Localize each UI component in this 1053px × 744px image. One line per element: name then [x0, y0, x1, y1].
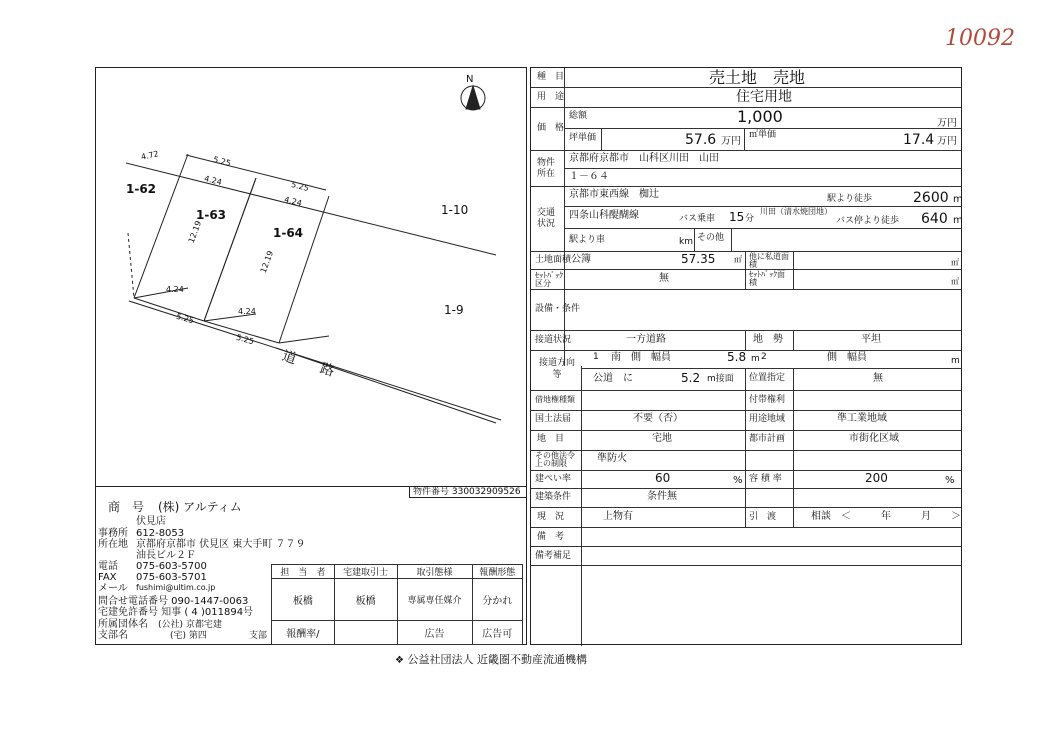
inquiry: 問合せ電話番号 090-1447-0063 [98, 596, 249, 607]
road2-no: 2 [761, 352, 767, 362]
setback-area-label: ｾｯﾄﾊﾞｯｸ面積 [749, 270, 785, 287]
ad-value: 広告可 [472, 621, 522, 645]
far-value: 200 [865, 471, 888, 485]
bus-walk-label: バス停より徒歩 [836, 216, 900, 226]
address-line2: 油長ビル２Ｆ [136, 550, 196, 561]
staff-value: 板橋 [272, 579, 335, 621]
sqm-label: ㎡単価 [749, 130, 777, 140]
lot-label-1-10: 1-10 [441, 203, 469, 217]
setback-value: 無 [659, 273, 669, 284]
zoning-value: 準工業地域 [837, 413, 887, 424]
line1: 京都市東西線 椥辻 [569, 189, 659, 200]
road1-unit: m [751, 354, 760, 364]
city-plan-value: 市街化区域 [849, 433, 899, 444]
tel-label: 電話 [98, 561, 118, 572]
other-law-value: 準防火 [597, 453, 627, 464]
national-land-value: 不要（否） [633, 413, 683, 424]
attached-label: 付帯権利 [749, 395, 786, 405]
other-label: その他 [697, 233, 725, 243]
location-line1: 京都府京都市 山科区川田 山田 [569, 153, 719, 164]
lot-label-1-62: 1-62 [126, 182, 157, 196]
build-cond-label: 建築条件 [535, 492, 572, 502]
dim-label: 4.24 [283, 194, 303, 209]
bus-walk-value: 640 [921, 211, 948, 227]
fax-label: FAX [98, 572, 117, 583]
map-drawing [96, 68, 526, 486]
dim-label: 5.25 [212, 154, 232, 169]
staff-value: 分かれ [472, 579, 522, 621]
dim-label: 12.19 [258, 249, 276, 275]
footer [395, 651, 587, 667]
branch-name: (宅) 第四 [170, 631, 207, 641]
walk-value: 2600 [913, 190, 949, 206]
coverage-label: 建ぺい率 [535, 474, 572, 484]
dim-label: 4.24 [166, 285, 184, 294]
handwritten-number: 10092 [945, 26, 1015, 51]
location-line2: １－６４ [569, 171, 609, 182]
footer-text: 公益社団法人 近畿圏不動産流通機構 [407, 653, 587, 666]
land-label: 土地面積 [535, 255, 572, 265]
road-dir-label: 接道方向等 [538, 358, 575, 380]
lot-label-1-63: 1-63 [196, 208, 227, 222]
build-cond-value: 条件無 [647, 491, 677, 502]
bus-walk-unit: m [953, 215, 963, 226]
dim-label: 5.25 [235, 332, 255, 347]
land-type: 公簿 [571, 254, 591, 265]
staff-header: 取引態様 [397, 565, 472, 579]
road-status-value: 一方道路 [626, 334, 666, 345]
north-arrow [466, 86, 480, 109]
dim-label: 5.25 [175, 311, 195, 326]
fax: 075-603-5701 [136, 572, 207, 583]
land-cat-label: 地 目 [537, 434, 565, 444]
road1-no: 1 [593, 352, 599, 362]
price-label: 価 格 [537, 123, 565, 133]
terrain-label: 地 勢 [753, 334, 783, 345]
branch: 伏見店 [136, 516, 166, 527]
org-logo-icon: ❖ [395, 655, 404, 666]
total-label: 総額 [569, 111, 588, 121]
bus-label: バス乗車 [679, 214, 716, 224]
mail: fushimi@ultim.co.jp [136, 583, 216, 592]
address-line1: 京都府京都市 伏見区 東大手町 ７７９ [136, 539, 306, 550]
terrain-value: 平坦 [861, 334, 881, 345]
city-plan-label: 都市計画 [749, 434, 786, 444]
address-label: 所在地 [98, 539, 128, 550]
branch-suffix: 支部 [249, 631, 268, 641]
contact-len: 5.2 [681, 371, 701, 385]
staff-table [271, 564, 523, 645]
zoning-label: 用途地域 [749, 414, 786, 424]
remarks-extra-label: 備考補足 [535, 551, 572, 561]
sqm-value: 17.4 [903, 132, 935, 148]
road2-dir: 側 幅員 [827, 352, 867, 363]
delivery-label: 引 渡 [749, 512, 777, 522]
coverage-unit: % [733, 475, 743, 486]
license: 宅建免許番号 知事 ( 4 )011894号 [98, 607, 254, 618]
status-label: 現 況 [537, 512, 565, 522]
fee-label: 報酬率/ [272, 621, 335, 645]
remarks-label: 備 考 [537, 532, 565, 542]
bus-value: 15 [729, 210, 745, 224]
tsubo-label: 坪単価 [569, 133, 597, 143]
ad-label: 広告 [397, 621, 472, 645]
leasehold-label: 借地権種類 [535, 395, 575, 404]
national-land-label: 国土法届 [535, 414, 572, 424]
facility-label: 設備・条件 [535, 304, 581, 314]
use-label: 用 途 [537, 92, 565, 102]
line2: 四条山科醍醐線 [569, 210, 639, 221]
far-label: 容 積 率 [749, 474, 782, 484]
road1-dir: 南 側 幅員 [611, 352, 671, 363]
car-label: 駅より車 [569, 235, 606, 245]
bus-stop-name: 川田（清水焼団地） [760, 207, 832, 216]
north-label: N [466, 74, 474, 85]
position-value: 無 [873, 373, 883, 384]
bus-unit: 分 [745, 214, 755, 224]
lot-label-1-9: 1-9 [444, 303, 464, 317]
location-label: 物件所在 [537, 158, 556, 179]
setback-label: ｾｯﾄﾊﾞｯｸ区分 [535, 271, 563, 288]
dim-label: 5.25 [290, 179, 310, 194]
type-value: 売土地 売地 [709, 68, 806, 87]
office-postal: 612-8053 [136, 528, 185, 539]
property-sheet [530, 67, 962, 645]
dim-label: 4.72 [140, 149, 160, 162]
trade-label: 商 号 [108, 500, 145, 514]
land-unit: ㎡ [734, 255, 742, 264]
lot-label-1-64: 1-64 [273, 226, 304, 240]
public-road: 公道 に [593, 373, 633, 384]
trade-name: (株) アルティム [158, 500, 242, 514]
type-label: 種 目 [537, 72, 565, 82]
coverage-value: 60 [655, 471, 671, 485]
staff-header: 宅建取引士 [334, 565, 397, 579]
private-road-label: 他に私道面積 [749, 252, 789, 269]
private-road-unit: ㎡ [951, 258, 959, 267]
contact-unit: m接面 [707, 374, 734, 384]
tsubo-value: 57.6 [685, 132, 717, 148]
walk-unit: m [953, 194, 963, 205]
office-label: 事務所 [98, 528, 128, 539]
staff-value: 板橋 [334, 579, 397, 621]
use-value: 住宅用地 [736, 89, 792, 105]
dim-label: 4.24 [238, 307, 256, 316]
status-value: 上物有 [603, 511, 633, 522]
road-status-label: 接道状況 [535, 335, 572, 345]
far-unit: % [945, 475, 955, 486]
dim-label: 12.19 [186, 219, 204, 245]
land-value: 57.35 [681, 252, 716, 266]
transport-label: 交通状況 [537, 208, 556, 229]
assoc: (公社) 京都宅建 [158, 620, 222, 630]
walk-label: 駅より徒歩 [827, 194, 873, 204]
staff-header: 報酬形態 [472, 565, 522, 579]
tsubo-unit: 万円 [721, 136, 741, 147]
total-value: 1,000 [737, 107, 783, 126]
road2-unit: m [951, 356, 960, 366]
sqm-unit: 万円 [937, 136, 957, 147]
mail-label: メール [98, 583, 128, 594]
lot-map [95, 67, 527, 487]
total-unit: 万円 [937, 118, 957, 129]
delivery-value: 相談 ＜ 年 月 ＞ [811, 511, 961, 522]
road1-width: 5.8 [727, 350, 747, 364]
dim-label: 4.24 [203, 173, 223, 188]
car-unit: km [679, 237, 693, 247]
staff-value: 専属専任媒介 [397, 579, 472, 621]
land-cat-value: 宅地 [652, 433, 672, 444]
fee-value [334, 621, 397, 645]
branch-label: 支部名 [98, 630, 128, 641]
other-law-label: その他法令上の制限 [535, 451, 575, 468]
setback-area-unit: ㎡ [951, 277, 959, 286]
assoc-label: 所属団体名 [98, 619, 148, 630]
tel: 075-603-5700 [136, 561, 207, 572]
position-label: 位置指定 [749, 373, 786, 383]
property-number: 物件番号 330032909526 [413, 487, 521, 497]
road-label: 道 路 [279, 348, 343, 382]
staff-header: 担 当 者 [272, 565, 335, 579]
